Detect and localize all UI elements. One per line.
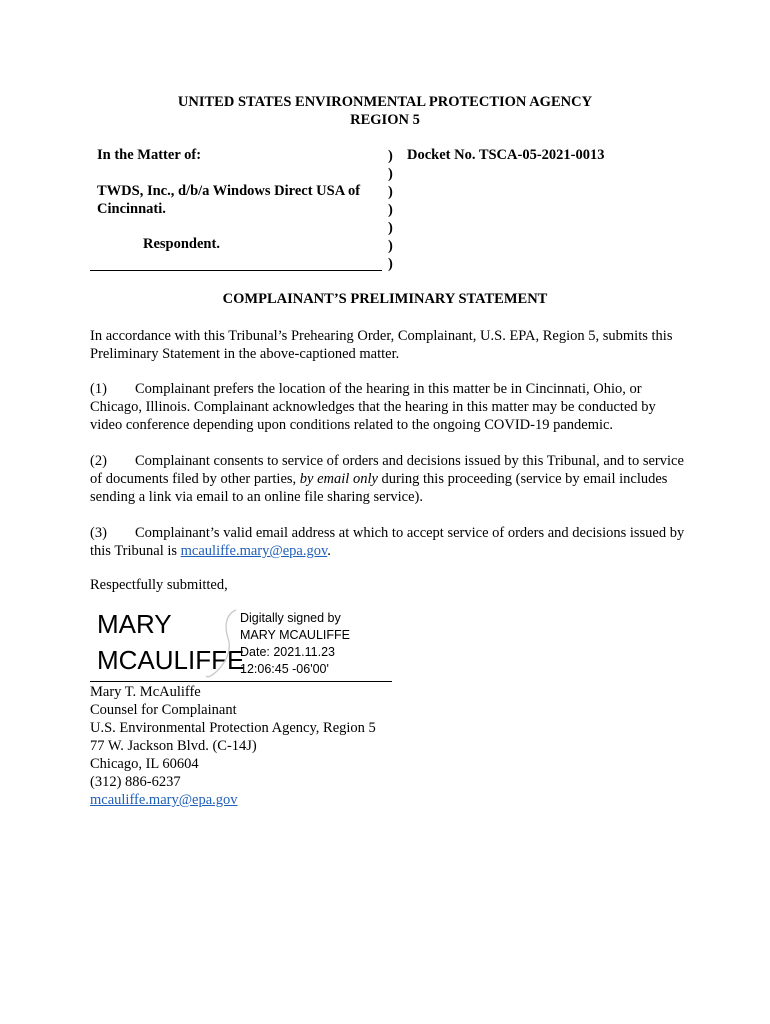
agency-heading: UNITED STATES ENVIRONMENTAL PROTECTION AGENCY [177,94,593,110]
signer-block [90,683,376,809]
item-number: (3) [90,525,107,541]
item-number: (2) [90,453,107,469]
caption-paren: ) [388,238,393,254]
item-text: Complainant consents to service of orders and decisions issued by this Tribunal, and to service of documents filed by other parties, [90,453,684,487]
signer-email-link[interactable]: mcauliffe.mary@epa.gov [90,792,238,808]
caption-paren: ) [388,184,393,200]
item-text: Complainant prefers the location of the hearing in this matter be in Cincinnati, Ohio, or Chicago, Illinois. Complainant acknowledges that the hearing in this matter may be conducted by video conference depending upon conditions related to the ongoing COVID-19 pandemic. [90,381,656,433]
item-1-paragraph [90,380,690,434]
item-3-paragraph [90,524,690,560]
signer-organization: U.S. Environmental Protection Agency, Region 5 [90,720,376,736]
digital-signed-by: Digitally signed by [240,611,341,625]
digital-sign-date: Date: 2021.11.23 [240,645,335,659]
signature-line [90,681,392,682]
signature-flourish-icon [196,604,244,682]
digital-signer-name: MARY MCAULIFFE [240,628,350,642]
document-title: COMPLAINANT’S PRELIMINARY STATEMENT [222,291,548,307]
digital-sign-time: 12:06:45 -06'00' [240,662,329,676]
item-text: Complainant’s valid email address at which to accept service of orders and decisions issued by this Tribunal is [90,525,685,559]
closing-text: Respectfully submitted, [90,577,228,593]
signature-name-line2: MCAULIFFE [97,645,245,675]
signer-address-line1: 77 W. Jackson Blvd. (C-14J) [90,738,257,754]
item-number: (1) [90,381,107,397]
item-2-paragraph [90,452,690,506]
item-text-emphasis: by email only [299,471,378,487]
signer-title: Counsel for Complainant [90,702,237,718]
item-text: during this proceeding (service by email includes sending a link via email to an online file sharing service). [90,471,668,505]
caption-paren: ) [388,148,393,164]
party-name-line1: TWDS, Inc., d/b/a Windows Direct USA of [97,183,361,199]
intro-paragraph: In accordance with this Tribunal’s Prehearing Order, Complainant, U.S. EPA, Region 5, submits this Preliminary Statement in the above-captioned matter. [90,328,673,362]
caption-paren: ) [388,166,393,182]
in-matter-label: In the Matter of: [97,147,202,163]
caption-paren: ) [388,256,393,272]
signature-name-line1: MARY [97,609,172,639]
signer-phone: (312) 886-6237 [90,774,181,790]
caption-paren: ) [388,220,393,236]
respondent-label: Respondent. [143,236,220,252]
signer-name: Mary T. McAuliffe [90,684,201,700]
caption-paren: ) [388,202,393,218]
item-text: . [327,543,331,559]
caption-underline [90,270,382,271]
signer-address-line2: Chicago, IL 60604 [90,756,199,772]
region-heading: REGION 5 [350,112,420,128]
party-name-line2: Cincinnati. [97,201,166,217]
email-link[interactable]: mcauliffe.mary@epa.gov [180,543,328,559]
docket-number: Docket No. TSCA-05-2021-0013 [407,147,605,163]
